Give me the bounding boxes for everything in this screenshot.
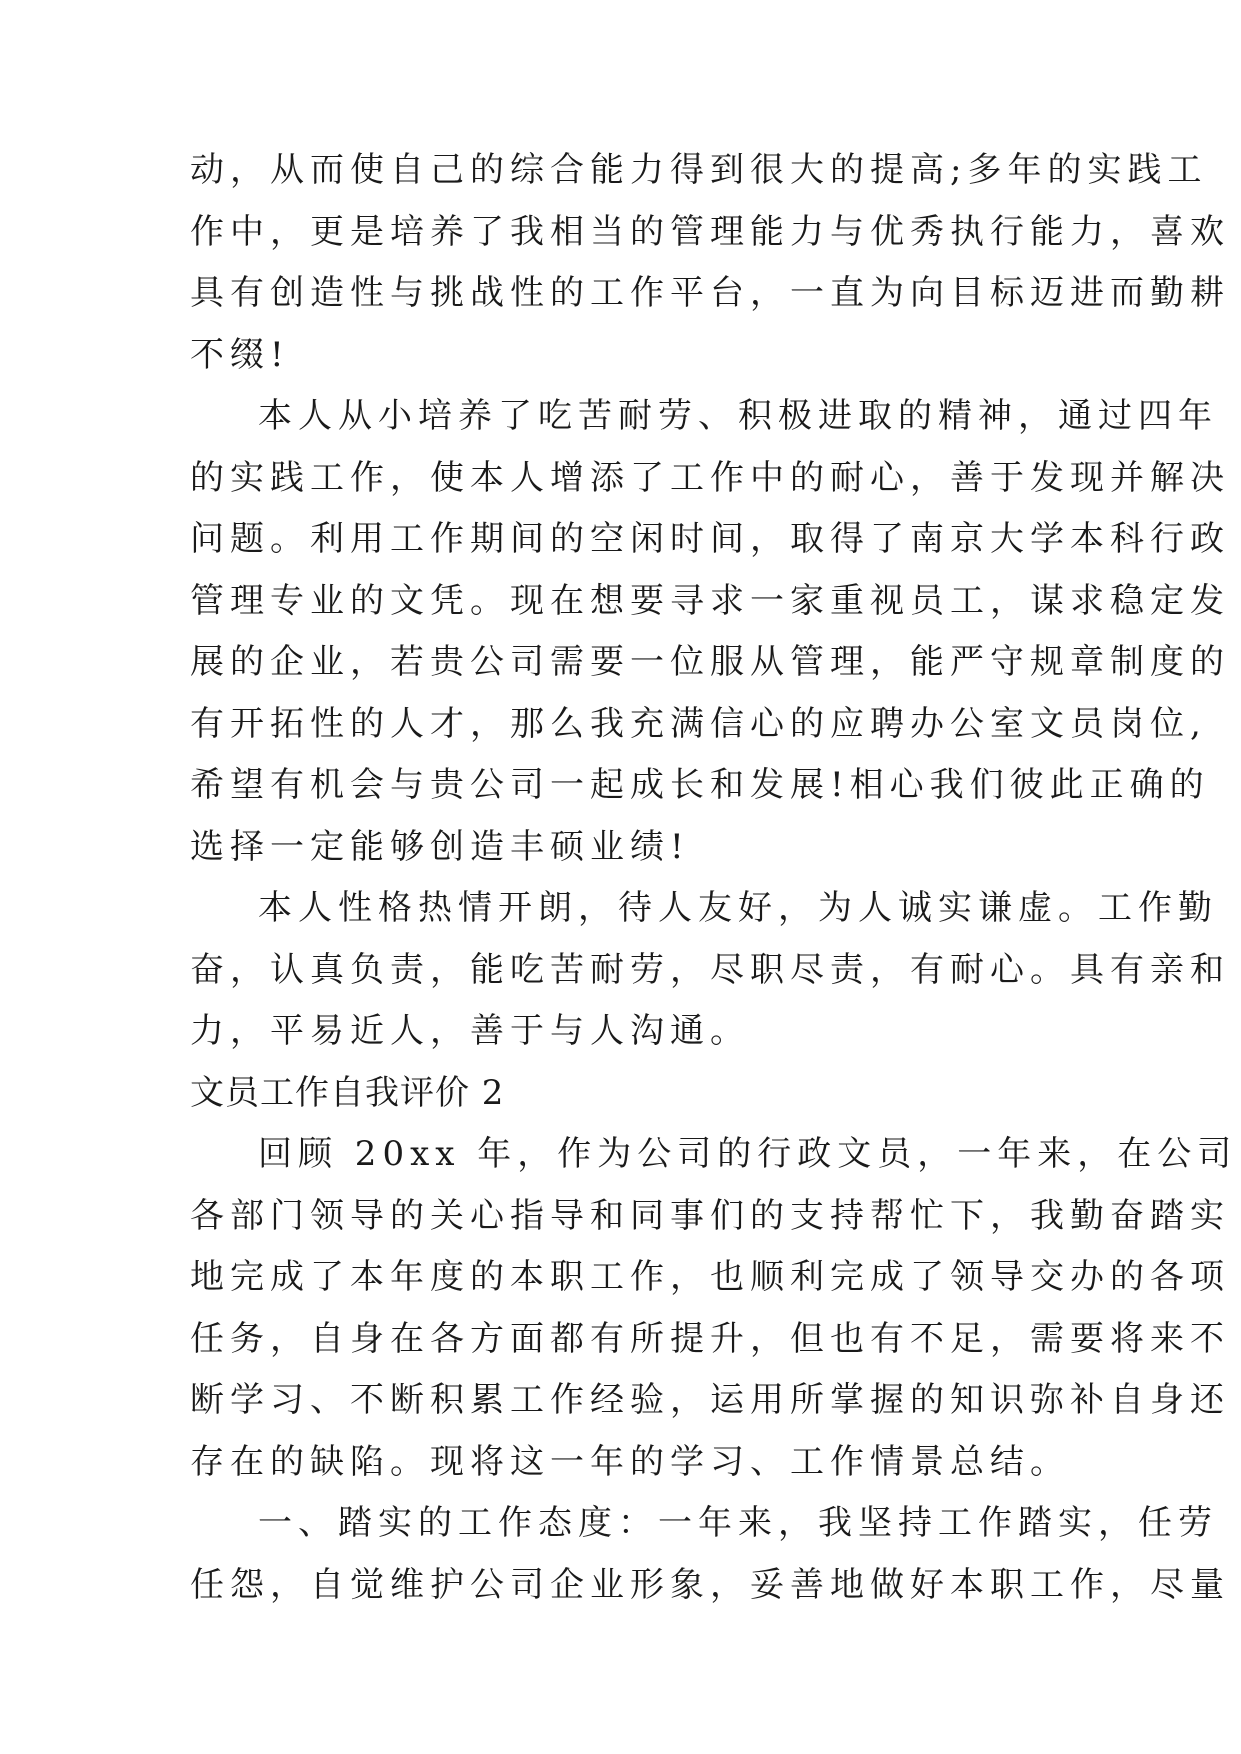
text-line: 奋，认真负责，能吃苦耐劳，尽职尽责，有耐心。具有亲和 (190, 949, 1230, 990)
text-line: 展的企业，若贵公司需要一位服从管理，能严守规章制度的 (190, 642, 1230, 682)
paragraph-first-line: 回顾 20xx 年，作为公司的行政文员，一年来，在公司 (258, 1134, 1238, 1174)
paragraph-first-line: 本人性格热情开朗，待人友好，为人诚实谦虚。工作勤 (258, 888, 1218, 928)
text-line: 力，平易近人，善于与人沟通。 (190, 1011, 750, 1051)
text-line: 管理专业的文凭。现在想要寻求一家重视员工，谋求稳定发 (190, 580, 1230, 621)
text-line: 各部门领导的关心指导和同事们的支持帮忙下，我勤奋踏实 (190, 1195, 1230, 1236)
section-heading: 文员工作自我评价 2 (190, 1072, 505, 1113)
text-line: 不缀! (190, 334, 290, 375)
text-line: 存在的缺陷。现将这一年的学习、工作情景总结。 (190, 1441, 1070, 1482)
text-line: 动，从而使自己的综合能力得到很大的提高;多年的实践工 (190, 150, 1208, 190)
paragraph-first-line: 一、踏实的工作态度：一年来，我坚持工作踏实，任劳 (258, 1503, 1218, 1543)
text-line: 希望有机会与贵公司一起成长和发展!相心我们彼此正确的 (190, 765, 1210, 805)
text-line: 任怨，自觉维护公司企业形象，妥善地做好本职工作，尽量 (190, 1564, 1230, 1605)
text-line: 断学习、不断积累工作经验，运用所掌握的知识弥补自身还 (190, 1380, 1230, 1420)
text-line: 具有创造性与挑战性的工作平台，一直为向目标迈进而勤耕 (190, 273, 1230, 313)
text-line: 选择一定能够创造丰硕业绩! (190, 826, 690, 867)
paragraph-first-line: 本人从小培养了吃苦耐劳、积极进取的精神，通过四年 (258, 396, 1218, 436)
text-line: 作中，更是培养了我相当的管理能力与优秀执行能力，喜欢 (190, 211, 1230, 252)
document-page (190, 140, 1238, 1616)
text-line: 的实践工作，使本人增添了工作中的耐心，善于发现并解决 (190, 457, 1230, 498)
text-line: 任务，自身在各方面都有所提升，但也有不足，需要将来不 (190, 1318, 1230, 1359)
text-line: 问题。利用工作期间的空闲时间，取得了南京大学本科行政 (190, 519, 1230, 559)
text-line: 地完成了本年度的本职工作，也顺利完成了领导交办的各项 (190, 1257, 1230, 1297)
text-line: 有开拓性的人才，那么我充满信心的应聘办公室文员岗位, (190, 703, 1207, 744)
